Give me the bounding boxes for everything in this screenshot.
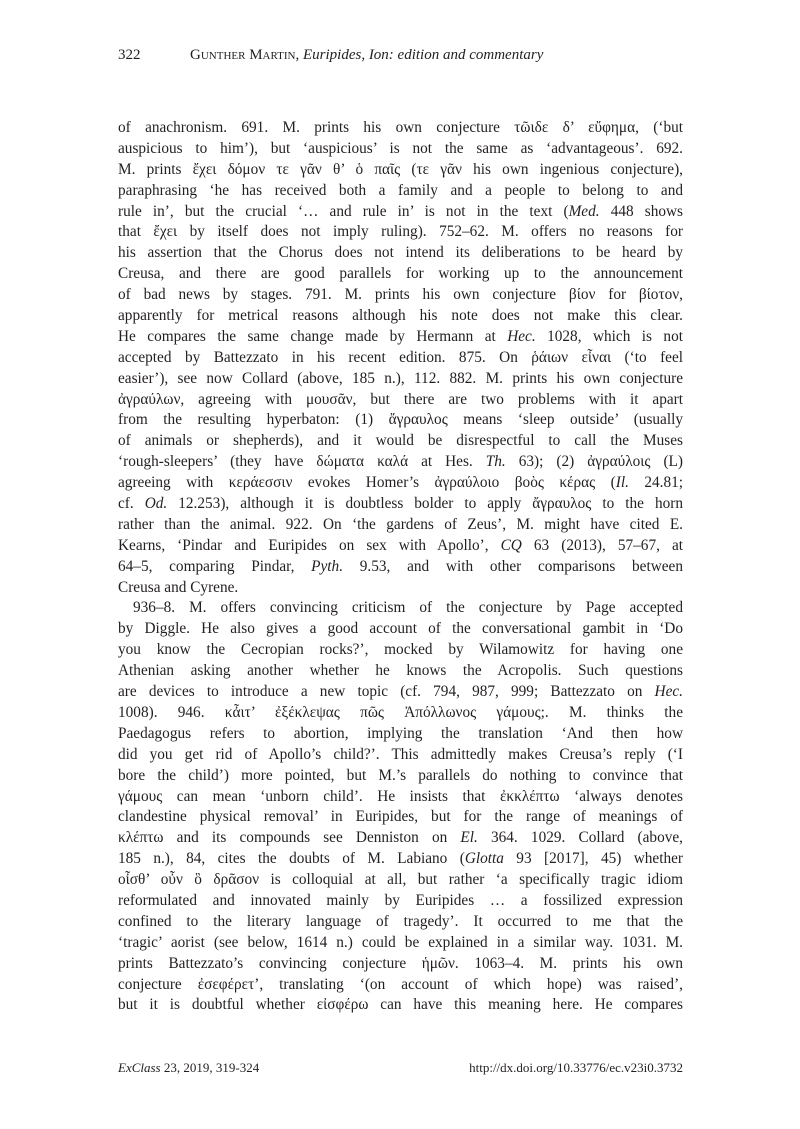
- text-line: [118, 390, 683, 411]
- text-segment: 936–8. M. offers convincing criticism of the conjecture by Page accepted: [133, 599, 683, 617]
- italic-citation: Hec.: [654, 683, 683, 701]
- text-segment: rather than the animal. 922. On ‘the gardens of Zeus’, M. might have cited E.: [118, 515, 683, 533]
- text-line: [118, 139, 683, 160]
- text-line: [118, 536, 683, 557]
- footer-citation: [118, 1060, 259, 1076]
- text-segment: easier’), see now Collard (above, 185 n.), 112. 882. M. prints his own conjecture: [118, 369, 683, 387]
- text-line: [118, 745, 683, 766]
- citation-details: 23, 2019, 319-324: [160, 1060, 260, 1075]
- text-line: [118, 766, 683, 787]
- text-segment: conjecture ἐσεφέρετ’, translating ‘(on account of which hope) was raised’,: [118, 975, 683, 993]
- text-line: [118, 410, 683, 431]
- italic-citation: Pyth.: [311, 557, 344, 575]
- text-line: [118, 891, 683, 912]
- text-segment: 364. 1029. Collard (above,: [477, 829, 683, 847]
- text-segment: bore the child’) more pointed, but M.’s parallels do nothing to convince that: [118, 766, 683, 784]
- text-segment: He compares the same change made by Hermann at: [118, 327, 508, 345]
- italic-citation: CQ: [500, 536, 522, 554]
- text-segment: clandestine physical removal’ in Euripides, but for the range of meanings of: [118, 808, 683, 826]
- text-segment: 24.81;: [628, 474, 683, 492]
- italic-citation: Th.: [485, 453, 506, 471]
- text-line: [118, 243, 683, 264]
- journal-name: ExClass: [118, 1060, 161, 1075]
- text-segment: of anachronism. 691. M. prints his own conjecture τῶιδε δ’ εὔφημα, (‘but: [118, 119, 683, 136]
- text-segment: Creusa and Cyrene.: [118, 578, 239, 596]
- text-segment: of animals or shepherds), and it would be disrespectful to call the Muses: [118, 432, 683, 450]
- text-segment: οἶσθ’ οὖν ὃ δρᾶσον is colloquial at all, but rather ‘a specifically tragic idiom: [118, 871, 683, 889]
- text-line: [118, 160, 683, 181]
- text-line: [118, 473, 683, 494]
- text-segment: apparently for metrical reasons although his note does not make this clear.: [118, 307, 683, 325]
- italic-citation: Od.: [144, 495, 168, 513]
- text-line: [118, 431, 683, 452]
- text-segment: but it is doubtful whether εἰσφέρω can have this meaning here. He compares: [118, 996, 683, 1014]
- italic-citation: Hec.: [507, 327, 536, 345]
- text-segment: reformulated and innovated mainly by Euripides … a fossilized expression: [118, 891, 683, 909]
- text-line: [118, 348, 683, 369]
- text-segment: Kearns, ‘Pindar and Euripides on sex with Apollo’,: [118, 536, 501, 554]
- text-segment: from the resulting hyperbaton: (1) ἄγραυλος means ‘sleep outside’ (usually: [118, 411, 683, 429]
- running-header: [118, 47, 683, 64]
- text-line: [118, 327, 683, 348]
- text-segment: confined to the literary language of tragedy’. It occurred to me that the: [118, 912, 683, 930]
- text-segment: rule in’, but the crucial ‘… and rule in’ is not in the text (: [118, 202, 569, 220]
- text-line: [118, 787, 683, 808]
- text-segment: 448 shows: [599, 202, 684, 220]
- text-segment: you know the Cecropian rocks?’, mocked by Wilamowitz for having one: [118, 641, 683, 659]
- text-line: [118, 557, 683, 578]
- text-line: [118, 995, 683, 1016]
- text-segment: 93 [2017], 45) whether: [503, 850, 683, 868]
- text-line: [118, 369, 683, 390]
- text-line: [118, 619, 683, 640]
- text-segment: 1008). 946. κἆιτ’ ἐξέκλεψας πῶς Ἀπόλλωνος γάμους;. M. thinks the: [118, 703, 683, 721]
- text-segment: auspicious to him’), but ‘auspicious’ is not the same as ‘advantageous’. 692.: [118, 139, 683, 157]
- text-segment: 63); (2) ἀγραύλοις (L): [505, 453, 683, 471]
- text-segment: did you get rid of Apollo’s child?’. This admittedly makes Creusa’s reply (‘I: [118, 745, 683, 763]
- header-author: Gunther Martin: [190, 47, 296, 63]
- text-line: [118, 598, 683, 619]
- text-line: [118, 264, 683, 285]
- text-line: [118, 515, 683, 536]
- text-segment: agreeing with κεράεσσιν evokes Homer’s ἀγραύλοιο βοὸς κέρας (: [118, 474, 616, 492]
- text-segment: 185 n.), 84, cites the doubts of M. Labiano (: [118, 850, 465, 868]
- text-line: [118, 933, 683, 954]
- running-footer: [118, 1060, 683, 1076]
- text-segment: by Diggle. He also gives a good account of the conversational gambit in ‘Do: [118, 620, 683, 638]
- text-line: [118, 828, 683, 849]
- text-segment: 12.253), although it is doubtless bolder to apply ἄγραυλος to the horn: [167, 495, 683, 513]
- text-line: [118, 912, 683, 933]
- text-line: [118, 682, 683, 703]
- text-segment: γάμους can mean ‘unborn child’. He insists that ἐκκλέπτω ‘always denotes: [118, 787, 683, 805]
- text-line: [118, 452, 683, 473]
- italic-citation: El.: [460, 829, 478, 847]
- text-line: [118, 724, 683, 745]
- text-line: [118, 306, 683, 327]
- text-line: [118, 494, 683, 515]
- text-segment: of bad news by stages. 791. M. prints his own conjecture βίον for βίοτον,: [118, 286, 683, 304]
- italic-citation: Med.: [568, 202, 600, 220]
- text-line: [118, 640, 683, 661]
- text-segment: ‘tragic’ aorist (see below, 1614 n.) could be explained in a similar way. 1031. M.: [118, 933, 683, 951]
- text-line: [118, 118, 683, 139]
- text-segment: Creusa, and there are good parallels for working up to the announcement: [118, 265, 683, 283]
- text-line: [118, 285, 683, 306]
- text-line: [118, 870, 683, 891]
- text-segment: M. prints ἔχει δόμον τε γᾶν θ’ ὁ παῖς (τε γᾶν his own ingenious conjecture),: [118, 160, 683, 178]
- header-separator: ,: [295, 47, 303, 63]
- text-line: [118, 807, 683, 828]
- text-segment: Paedagogus refers to abortion, implying the translation ‘And then how: [118, 724, 683, 742]
- text-line: [118, 222, 683, 243]
- text-segment: his assertion that the Chorus does not intend its deliberations to be heard by: [118, 244, 683, 262]
- text-line: [118, 181, 683, 202]
- text-segment: 64–5, comparing Pindar,: [118, 557, 312, 575]
- text-segment: κλέπτω and its compounds see Denniston on: [118, 829, 461, 847]
- text-line: [118, 849, 683, 870]
- text-segment: paraphrasing ‘he has received both a family and a people to belong to and: [118, 181, 683, 199]
- body-text: [118, 118, 683, 1016]
- doi-link[interactable]: http://dx.doi.org/10.33776/ec.v23i0.3732: [469, 1060, 683, 1075]
- text-line: [118, 661, 683, 682]
- text-segment: ‘rough-sleepers’ (they have δώματα καλά at Hes.: [118, 453, 486, 471]
- text-segment: 1028, which is not: [535, 327, 683, 345]
- text-segment: accepted by Battezzato in his recent edition. 875. On ῥάιων εἶναι (‘to feel: [118, 348, 683, 366]
- text-segment: are devices to introduce a new topic (cf. 794, 987, 999; Battezzato on: [118, 683, 655, 701]
- text-line: [118, 975, 683, 996]
- text-segment: that ἔχει by itself does not imply ruling). 752–62. M. offers no reasons for: [118, 223, 683, 241]
- text-segment: Athenian asking another whether he knows the Acropolis. Such questions: [118, 662, 683, 680]
- page-number: 322: [118, 47, 141, 63]
- text-line: [118, 703, 683, 724]
- header-title: Euripides, Ion: edition and commentary: [302, 47, 544, 63]
- text-segment: prints Battezzato’s convincing conjecture ἡμῶν. 1063–4. M. prints his own: [118, 954, 683, 972]
- text-segment: 63 (2013), 57–67, at: [521, 536, 683, 554]
- italic-citation: Glotta: [464, 850, 504, 868]
- italic-citation: Il.: [615, 474, 629, 492]
- text-segment: 9.53, and with other comparisons between: [343, 557, 683, 575]
- text-segment: ἀγραύλων, agreeing with μουσᾶν, but there are two problems with it apart: [118, 390, 683, 408]
- text-line: [118, 202, 683, 223]
- text-segment: cf.: [118, 495, 145, 513]
- text-line: [118, 578, 683, 599]
- text-line: [118, 954, 683, 975]
